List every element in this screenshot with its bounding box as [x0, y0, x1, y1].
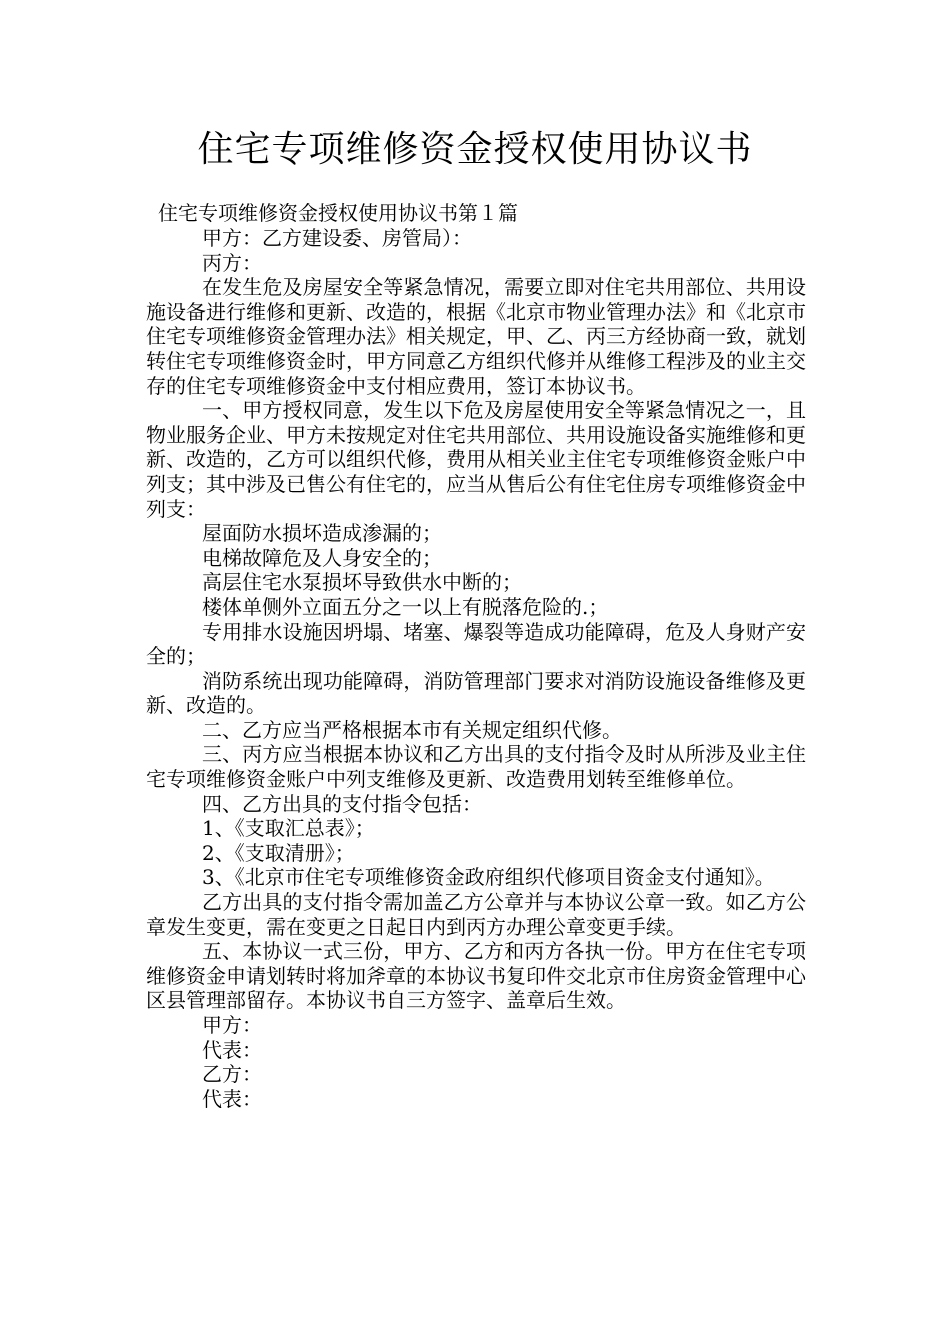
- list-item-drainage: 专用排水设施因坍塌、堵塞、爆裂等造成功能障碍，危及人身财产安全的；: [146, 619, 806, 669]
- signature-party-a: 甲方：: [202, 1013, 262, 1037]
- document-body: [146, 226, 806, 1111]
- list-item-facade: 楼体单侧外立面五分之一以上有脱落危险的.；: [202, 594, 609, 619]
- signature-representative-b: 代表：: [202, 1086, 262, 1111]
- list-item-elevator: 电梯故障危及人身安全的；: [202, 545, 442, 570]
- list-item-roof-leak: 屋面防水损坏造成渗漏的；: [202, 521, 442, 546]
- signature-party-b: 乙方：: [202, 1062, 262, 1087]
- paragraph-seal-requirement: 乙方出具的支付指令需加盖乙方公章并与本协议公章一致。如乙方公章发生变更，需在变更之日起日内到丙方办理公章变更手续。: [146, 890, 806, 939]
- paragraph-clause-3: 三、丙方应当根据本协议和乙方出具的支付指令及时从所涉及业主住宅专项维修资金账户中列支维修及更新、改造费用划转至维修单位。: [146, 742, 806, 792]
- paragraph-preamble: 在发生危及房屋安全等紧急情况，需要立即对住宅共用部位、共用设施设备进行维修和更新、改造的，根据《北京市物业管理办法》和《北京市住宅专项维修资金管理办法》相关规定，甲、乙、丙三方经协商一致，就划转住宅专项维修资金时，甲方同意乙方组织代修并从维修工程涉及的业主交存的住宅专项维修资金中支付相应费用，签订本协议书。: [146, 275, 806, 398]
- paragraph-party-a: 甲方：乙方建设委、房管局）：: [202, 226, 472, 250]
- paragraph-clause-2: 二、乙方应当严格根据本市有关规定组织代修。: [202, 717, 622, 742]
- paragraph-clause-4: 四、乙方出具的支付指令包括：: [202, 791, 482, 816]
- list-item-summary-form: 1、《支取汇总表》；: [202, 816, 375, 841]
- list-item-fire-system: 消防系统出现功能障碍，消防管理部门要求对消防设施设备维修及更新、改造的。: [146, 668, 806, 718]
- list-item-detail-form: 2、《支取清册》；: [202, 840, 355, 865]
- paragraph-clause-1: 一、甲方授权同意，发生以下危及房屋使用安全等紧急情况之一，且物业服务企业、甲方未按规定对住宅共用部位、共用设施设备实施维修和更新、改造的，乙方可以组织代修，费用从相关业主住宅专项维修资金账户中列支；其中涉及已售公有住宅的，应当从售后公有住宅住房专项维修资金中列支：: [146, 398, 806, 521]
- list-item-payment-notice: 3、《北京市住宅专项维修资金政府组织代修项目资金支付通知》。: [202, 865, 775, 890]
- paragraph-party-c: 丙方：: [202, 250, 262, 275]
- signature-representative-a: 代表：: [202, 1037, 262, 1062]
- paragraph-clause-5: 五、本协议一式三份，甲方、乙方和丙方各执一份。甲方在住宅专项维修资金申请划转时将加斧章的本协议书复印件交北京市住房资金管理中心区县管理部留存。本协议书自三方签字、盖章后生效。: [146, 939, 806, 1013]
- list-item-water-pump: 高层住宅水泵损坏导致供水中断的；: [202, 570, 522, 595]
- document-title: 住宅专项维修资金授权使用协议书: [197, 129, 753, 170]
- document-subtitle: 住宅专项维修资金授权使用协议书第１篇: [158, 201, 518, 225]
